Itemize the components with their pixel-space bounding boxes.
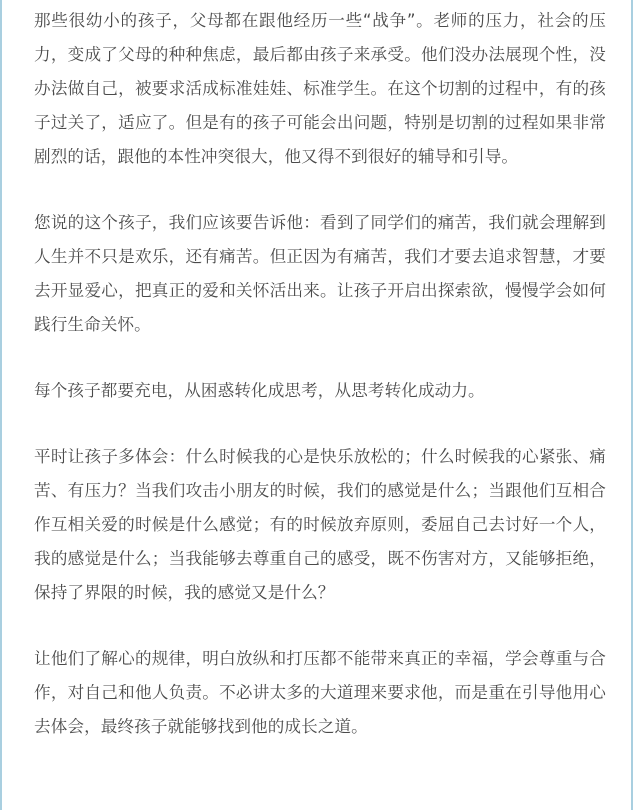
article-paragraph-3: 每个孩子都要充电，从困惑转化成思考，从思考转化成动力。 bbox=[34, 381, 485, 400]
article-paragraph-4: 平时让孩子多体会：什么时候我的心是快乐放松的；什么时候我的心紧张、痛苦、有压力？当我们攻击小朋友的时候，我们的感觉是什么；当跟他们互相合作互相关爱的时候是什么感觉；有的时候放弃原则，委屈自己去讨好一个人，我的感觉是什么；当我能够去尊重自己的感受，既不伤害对方，又能够拒绝，保持了界限的时候，我的感觉又是什么？ bbox=[34, 447, 606, 602]
article-paragraph-2: 您说的这个孩子，我们应该要告诉他：看到了同学们的痛苦，我们就会理解到人生并不只是欢乐，还有痛苦。但正因为有痛苦，我们才要去追求智慧，才要去开显爱心，把真正的爱和关怀活出来。让孩子开启出探索欲，慢慢学会如何践行生命关怀。 bbox=[34, 213, 606, 334]
article-paragraph-1: 那些很幼小的孩子，父母都在跟他经历一些“战争”。老师的压力，社会的压力，变成了父母的种种焦虑，最后都由孩子来承受。他们没办法展现个性，没办法做自己，被要求活成标准娃娃、标准学生。在这个切割的过程中，有的孩子过关了，适应了。但是有的孩子可能会出问题，特别是切割的过程如果非常剧烈的话，跟他的本性冲突很大，他又得不到很好的辅导和引导。 bbox=[34, 11, 606, 166]
article-body bbox=[34, 4, 606, 776]
article-paragraph-5: 让他们了解心的规律，明白放纵和打压都不能带来真正的幸福，学会尊重与合作，对自己和他人负责。不必讲太多的大道理来要求他，而是重在引导他用心去体会，最终孩子就能够找到他的成长之道。 bbox=[34, 649, 606, 736]
